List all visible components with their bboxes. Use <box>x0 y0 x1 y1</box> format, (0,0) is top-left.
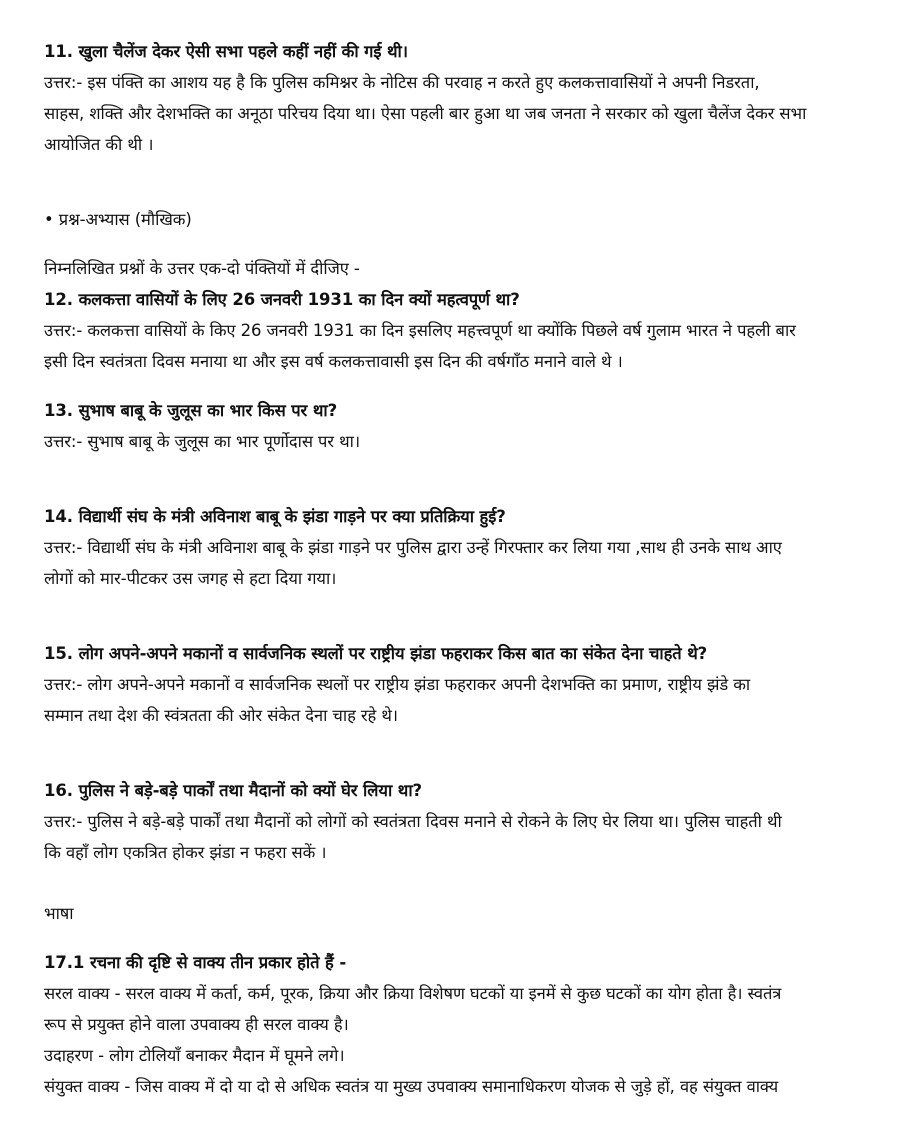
spacer <box>44 731 872 775</box>
spacer <box>44 457 872 501</box>
answer-16-line-2: कि वहाँ लोग एकत्रित होकर झंडा न फहरा सकें । <box>44 843 327 862</box>
answer-11-line-3: आयोजित की थी । <box>44 135 154 154</box>
question-13: 13. सुभाष बाबू के जुलूस का भार किस पर था? <box>44 401 338 420</box>
spacer <box>44 868 872 898</box>
section-17-1-line-5: संयुक्त वाक्य - जिस वाक्य में दो या दो से अधिक स्वतंत्र या मुख्य उपवाक्य समानाधिकरण योजक से जुड़े हों, वह संयुक्त वाक्य <box>44 1077 779 1096</box>
section-17-1-line-3: रूप से प्रयुक्त होने वाला उपवाक्य ही सरल वाक्य है। <box>44 1015 349 1034</box>
question-15: 15. लोग अपने-अपने मकानों व सार्वजनिक स्थलों पर राष्ट्रीय झंडा फहराकर किस बात का संकेत देना चाहते थे? <box>44 644 708 663</box>
answer-11-line-2: साहस, शक्ति और देशभक्ति का अनूठा परिचय दिया था। ऐसा पहली बार हुआ था जब जनता ने सरकार को खुला चैलेंज देकर सभा <box>44 104 807 123</box>
spacer <box>44 594 872 638</box>
answer-14-line-2: लोगों को मार-पीटकर उस जगह से हटा दिया गया। <box>44 569 337 588</box>
spacer <box>44 235 872 253</box>
section-17-1-example: उदाहरण - लोग टोलियाँ बनाकर मैदान में घूमने लगे। <box>44 1046 345 1065</box>
spacer <box>44 377 872 395</box>
question-14: 14. विद्यार्थी संघ के मंत्री अविनाश बाबू के झंडा गाड़ने पर क्या प्रतिक्रिया हुई? <box>44 507 506 526</box>
answer-14-line-1: उत्तर:- विद्यार्थी संघ के मंत्री अविनाश बाबू के झंडा गाड़ने पर पुलिस द्वारा उन्हें गिरफ्तार कर लिया गया ,साथ ही उनके साथ आए <box>44 538 782 557</box>
section-heading: • प्रश्न-अभ्यास (मौखिक) <box>44 210 192 229</box>
answer-12-line-2: इसी दिन स्वतंत्रता दिवस मनाया था और इस वर्ष कलकत्तावासी इस दिन की वर्षगाँठ मनाने वाले थे । <box>44 352 623 371</box>
answer-11-line-1: उत्तर:- इस पंक्ति का आशय यह है कि पुलिस कमिश्नर के नोटिस की परवाह न करते हुए कलकत्तावासियों ने अपनी निडरता, <box>44 73 760 92</box>
answer-12-line-1: उत्तर:- कलकत्ता वासियों के किए 26 जनवरी 1931 का दिन इसलिए महत्त्वपूर्ण था क्योंकि पिछले वर्ष गुलाम भारत ने पहली बार <box>44 321 796 340</box>
answer-16-line-1: उत्तर:- पुलिस ने बड़े-बड़े पार्कों तथा मैदानों को लोगों को स्वतंत्रता दिवस मनाने से रोकने के लिए घेर लिया था। पुलिस चाहती थी <box>44 812 782 831</box>
instruction: निम्नलिखित प्रश्नों के उत्तर एक-दो पंक्तियों में दीजिए - <box>44 259 360 278</box>
answer-13-line-1: उत्तर:- सुभाष बाबू के जुलूस का भार पूर्णोदास पर था। <box>44 432 360 451</box>
answer-15-line-1: उत्तर:- लोग अपने-अपने मकानों व सार्वजनिक स्थलों पर राष्ट्रीय झंडा फहराकर अपनी देशभक्ति का प्रमाण, राष्ट्रीय झंडे का <box>44 675 751 694</box>
question-12: 12. कलकत्ता वासियों के लिए 26 जनवरी 1931 का दिन क्यों महत्वपूर्ण था? <box>44 290 520 309</box>
question-16: 16. पुलिस ने बड़े-बड़े पार्कों तथा मैदानों को क्यों घेर लिया था? <box>44 781 422 800</box>
question-11: 11. खुला चैलेंज देकर ऐसी सभा पहले कहीं नहीं की गई थी। <box>44 42 408 61</box>
language-heading: भाषा <box>44 904 74 923</box>
section-17-1-title: 17.1 रचना की दृष्टि से वाक्य तीन प्रकार होते हैं - <box>44 953 347 972</box>
answer-15-line-2: सम्मान तथा देश की स्वंत्रतता की ओर संकेत देना चाह रहे थे। <box>44 706 398 725</box>
spacer <box>44 160 872 204</box>
section-17-1-line-2: सरल वाक्य - सरल वाक्य में कर्ता, कर्म, पूरक, क्रिया और क्रिया विशेषण घटकों या इनमें से कुछ घटकों का योग होता है। स्वतंत्र <box>44 984 782 1003</box>
spacer <box>44 929 872 947</box>
